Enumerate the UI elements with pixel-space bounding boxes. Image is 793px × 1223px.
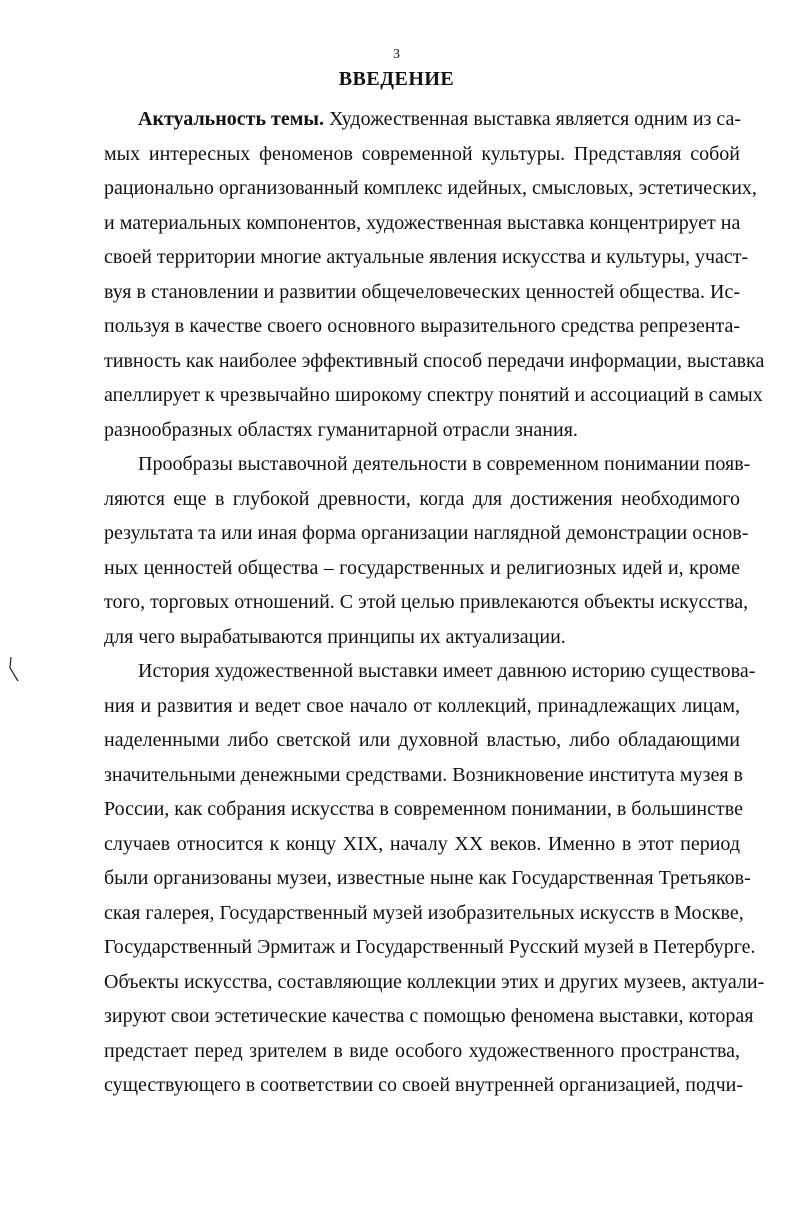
body-text <box>104 102 765 1103</box>
text-line: пользуя в качестве своего основного выразительного средства репрезента- <box>104 315 740 337</box>
page-number: 3 <box>393 47 400 62</box>
text-line: значительными денежными средствами. Возникновение института музея в <box>104 763 744 786</box>
text-line: разнообразных областях гуманитарной отрасли знания. <box>104 418 578 441</box>
text-line: ляются еще в глубокой древности, когда для достижения необходимого <box>104 487 740 510</box>
text-line: зируют свои эстетические качества с помощью феномена выставки, которая <box>104 1005 754 1027</box>
scan-mark-icon <box>8 656 20 682</box>
text-line: апеллирует к чрезвычайно широкому спектру понятий и ассоциаций в самых <box>104 384 763 406</box>
text-line: Прообразы выставочной деятельности в современном понимании появ- <box>138 453 751 475</box>
text-line: и материальных компонентов, художественная выставка концентрирует на <box>104 211 741 234</box>
text-line: ных ценностей общества – государственных и религиозных идей и, кроме <box>104 556 740 579</box>
text-line: вуя в становлении и развитии общечеловеческих ценностей общества. Ис- <box>104 280 740 303</box>
text-line: были организованы музеи, известные ныне как Государственная Третьяков- <box>104 867 751 889</box>
text-line: История художественной выставки имеет давнюю историю существова- <box>138 660 756 682</box>
text-line: тивность как наиболее эффективный способ передачи информации, выставка <box>104 349 765 372</box>
text-line: ская галерея, Государственный музей изобразительных искусств в Москве, <box>104 901 744 924</box>
text-line: рационально организованный комплекс идейных, смысловых, эстетических, <box>104 177 757 199</box>
text-line: существующего в соответствии со своей внутренней организацией, подчи- <box>104 1074 743 1096</box>
text-line: своей территории многие актуальные явления искусства и культуры, участ- <box>104 246 749 268</box>
topic-lead: Актуальность темы. <box>138 108 324 130</box>
text-line: для чего вырабатываются принципы их актуализации. <box>104 625 566 648</box>
text-line: Объекты искусства, составляющие коллекции этих и других музеев, актуали- <box>104 970 765 993</box>
text-line: результата та или иная форма организации наглядной демонстрации основ- <box>104 522 749 544</box>
text-line: Государственный Эрмитаж и Государственный Русский музей в Петербурге. <box>104 936 756 958</box>
text-line: случаев относится к концу XIX, началу XX веков. Именно в этот период <box>104 832 740 855</box>
text-line: России, как собрания искусства в современном понимании, в большинстве <box>104 798 743 820</box>
page-title: ВВЕДЕНИЕ <box>338 68 455 90</box>
text-line: мых интересных феноменов современной культуры. Представляя собой <box>104 142 740 165</box>
text-line: того, торговых отношений. С этой целью привлекаются объекты искусства, <box>104 591 749 613</box>
text-line: Актуальность темы. Художественная выставка является одним из са- <box>138 108 742 130</box>
text-line: ния и развития и ведет свое начало от коллекций, принадлежащих лицам, <box>104 694 740 717</box>
text-line: наделенными либо светской или духовной властью, либо обладающими <box>104 729 740 751</box>
text-line: предстает перед зрителем в виде особого художественного пространства, <box>104 1039 740 1062</box>
